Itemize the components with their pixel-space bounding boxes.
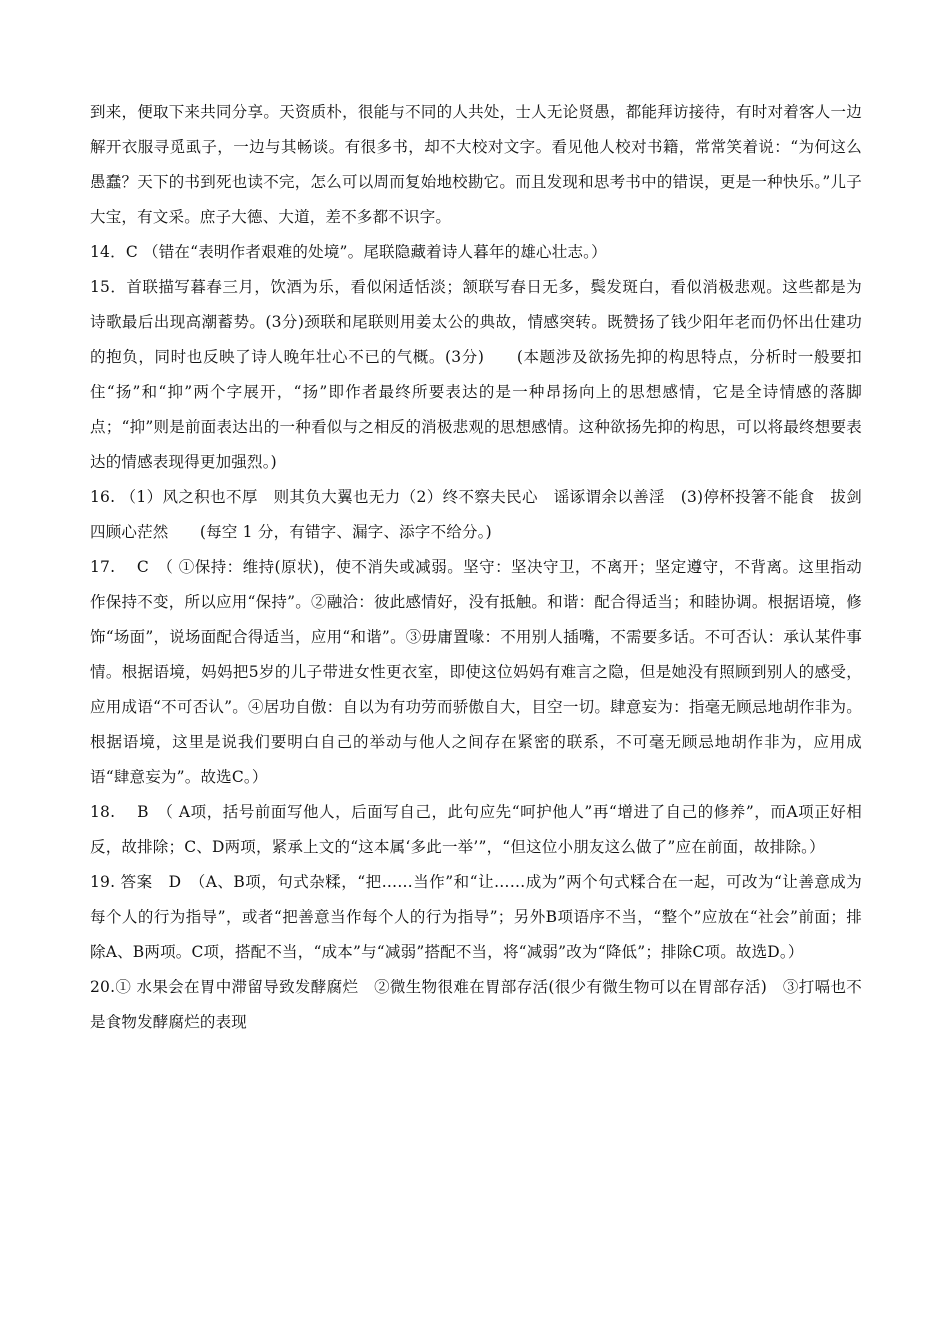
answer-19: 19. 答案 D （A、B项，句式杂糅，“把……当作”和“让……成为”两个句式糅合在一起，可改为“让善意成为每个人的行为指导”，或者“把善意当作每个人的行为指导”；另外B项语序不当，“整个”应放在“社会”前面；排除A、B两项。C项，搭配不当，“成本”与“减弱”搭配不当，将“减弱”改为“降低”；排除C项。故选D。） — [90, 873, 862, 961]
document-body — [90, 95, 862, 1040]
answer-20: 20.① 水果会在胃中滞留导致发酵腐烂 ②微生物很难在胃部存活(很少有微生物可以在胃部存活) ③打嗝也不是食物发酵腐烂的表现 — [90, 978, 862, 1031]
paragraph-translation: 到来，便取下来共同分享。天资质朴，很能与不同的人共处，士人无论贤愚，都能拜访接待，有时对着客人一边解开衣服寻觅虱子，一边与其畅谈。有很多书，却不大校对文字。看见他人校对书籍，常常笑着说：“为何这么愚蠢？天下的书到死也读不完，怎么可以周而复始地校勘它。而且发现和思考书中的错误，更是一种快乐。”儿子大宝，有文采。庶子大德、大道，差不多都不识字。 — [90, 103, 862, 226]
answer-15: 15．首联描写暮春三月，饮酒为乐，看似闲适恬淡；颔联写春日无多，鬓发斑白，看似消极悲观。这些都是为诗歌最后出现高潮蓄势。(3分)颈联和尾联则用姜太公的典故，情感突转。既赞扬了钱少阳年老而仍怀出仕建功的抱负，同时也反映了诗人晚年壮心不已的气概。(3分) (本题涉及欲扬先抑的构思特点，分析时一般要扣住“扬”和“抑”两个字展开，“扬”即作者最终所要表达的是一种昂扬向上的思想感情，它是全诗情感的落脚点；“抑”则是前面表达出的一种看似与之相反的消极悲观的思想感情。这种欲扬先抑的构思，可以将最终想要表达的情感表现得更加强烈。) — [90, 278, 862, 471]
answer-18: 18. B （ A项，括号前面写他人，后面写自己，此句应先“呵护他人”再“增进了自己的修养”，而A项正好相反，故排除；C、D两项，紧承上文的“这本属‘多此一举’”，“但这位小朋友这么做了”应在前面，故排除。） — [90, 803, 862, 856]
answer-14: 14．C （错在“表明作者艰难的处境”。尾联隐藏着诗人暮年的雄心壮志。） — [90, 243, 607, 261]
answer-16: 16. （1）风之积也不厚 则其负大翼也无力（2）终不察夫民心 谣诼谓余以善淫 (3)停杯投箸不能食 拔剑四顾心茫然 (每空 1 分，有错字、漏字、添字不给分。) — [90, 488, 862, 541]
answer-17: 17. C （ ①保持：维持(原状)，使不消失或减弱。坚守：坚决守卫，不离开；坚定遵守，不背离。这里指动作保持不变，所以应用“保持”。②融洽：彼此感情好，没有抵触。和谐：配合得适当；和睦协调。根据语境，修饰“场面”，说场面配合得适当，应用“和谐”。③毋庸置喙：不用别人插嘴，不需要多话。不可否认：承认某件事情。根据语境，妈妈把5岁的儿子带进女性更衣室，即使这位妈妈有难言之隐，但是她没有照顾到别人的感受，应用成语“不可否认”。④居功自傲：自以为有功劳而骄傲自大，目空一切。肆意妄为：指毫无顾忌地胡作非为。根据语境，这里是说我们要明白自己的举动与他人之间存在紧密的联系，不可毫无顾忌地胡作非为，应用成语“肆意妄为”。故选C。） — [90, 558, 862, 786]
